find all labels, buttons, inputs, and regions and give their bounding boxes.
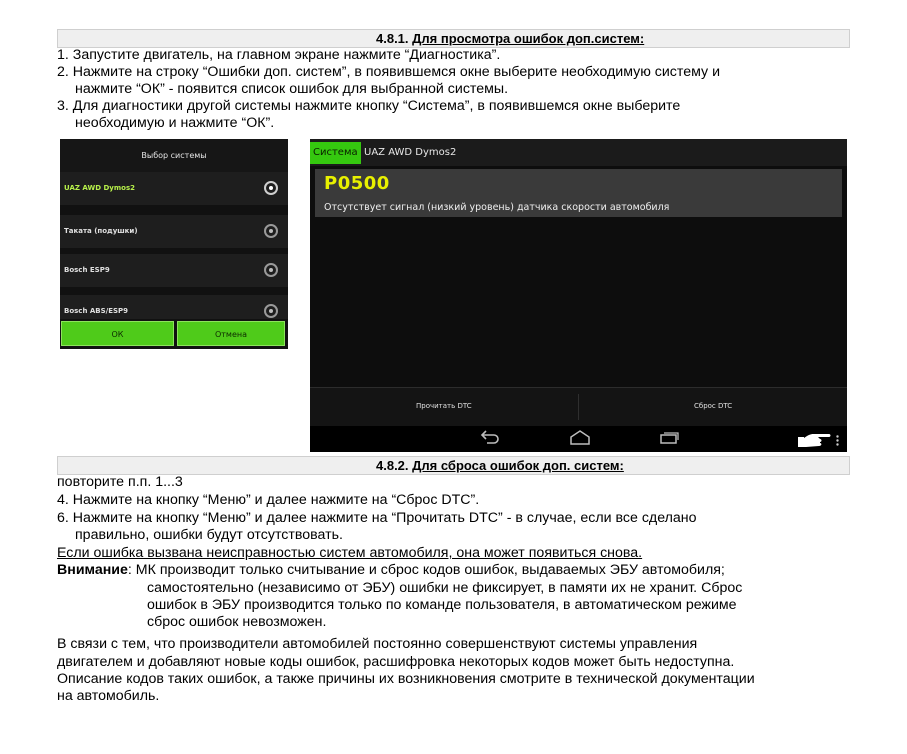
closing-line-3: Описание кодов таких ошибок, а также причины их возникновения смотрите в технической документации — [57, 671, 755, 687]
section-title: Для просмотра ошибок доп.систем: — [412, 31, 645, 46]
closing-line-2: двигателем и добавляют новые коды ошибок, расшифровка некоторых кодов может быть недоступна. — [57, 654, 735, 670]
system-option-uaz-awd-dymos2[interactable] — [60, 172, 288, 205]
current-system-name: UAZ AWD Dymos2 — [364, 147, 457, 158]
section-heading-4-8-1 — [57, 29, 850, 48]
screen-top-bar — [310, 139, 847, 166]
step-6-continued: правильно, ошибки будут отсутствовать. — [75, 527, 343, 543]
system-option-label: UAZ AWD Dymos2 — [64, 184, 135, 192]
step-3-continued: необходимую и нажмите “ОК”. — [75, 115, 275, 131]
action-bar — [310, 387, 847, 426]
action-divider — [578, 394, 579, 420]
dtc-list-item[interactable] — [315, 169, 842, 217]
attention-line-4: сброс ошибок невозможен. — [147, 614, 327, 630]
attention-line-3: ошибок в ЭБУ производится только по команде пользователя, в автоматическом режиме — [147, 597, 737, 613]
attention-label: Внимание — [57, 562, 128, 578]
section-number: 4.8.2. — [376, 458, 409, 473]
home-icon[interactable] — [569, 430, 591, 445]
reset-dtc-button[interactable]: Сброс DTC — [694, 402, 733, 410]
dtc-description: Отсутствует сигнал (низкий уровень) датчика скорости автомобиля — [324, 202, 670, 213]
section-title: Для сброса ошибок доп. систем: — [412, 458, 624, 473]
section-number: 4.8.1. — [376, 31, 409, 46]
dtc-screen — [310, 139, 847, 452]
step-4: 4. Нажмите на кнопку “Меню” и далее нажмите на “Сброс DTC”. — [57, 492, 480, 508]
system-option-label: Bosch ABS/ESP9 — [64, 307, 129, 315]
system-option-label: Bosch ESP9 — [64, 266, 110, 274]
note-underlined: Если ошибка вызвана неисправностью систем автомобиля, она может появиться снова. — [57, 545, 643, 561]
attention-line-1 — [57, 562, 725, 579]
pointing-hand-icon — [796, 431, 832, 449]
ok-button[interactable]: ОК — [61, 321, 174, 346]
read-dtc-button[interactable]: Прочитать DTC — [416, 402, 472, 410]
radio-icon[interactable] — [264, 263, 278, 277]
recent-apps-icon[interactable] — [659, 430, 681, 444]
closing-line-1: В связи с тем, что производители автомобилей постоянно совершенствуют системы управления — [57, 636, 698, 652]
system-option-label: Таката (подушки) — [64, 227, 138, 235]
closing-line-4: на автомобиль. — [57, 688, 160, 704]
radio-icon[interactable] — [264, 224, 278, 238]
step-2: 2. Нажмите на строку “Ошибки доп. систем”, в появившемся окне выберите необходимую систему и — [57, 64, 721, 80]
radio-selected-icon[interactable] — [264, 181, 278, 195]
system-option-bosch-esp9[interactable] — [60, 254, 288, 287]
step-1: 1. Запустите двигатель, на главном экране нажмите “Диагностика”. — [57, 47, 501, 63]
step-repeat: повторите п.п. 1...3 — [57, 474, 183, 490]
step-2-continued: нажмите “ОК” - появится список ошибок для выбранной системы. — [75, 81, 509, 97]
cancel-button[interactable]: Отмена — [177, 321, 285, 346]
attention-line-2: самостоятельно (независимо от ЭБУ) ошибки не фиксирует, в памяти их не хранит. Сброс — [147, 580, 743, 596]
system-tab-button[interactable]: Система — [310, 142, 361, 164]
more-icon[interactable] — [836, 435, 839, 446]
step-3: 3. Для диагностики другой системы нажмите кнопку “Система”, в появившемся окне выберите — [57, 98, 681, 114]
step-6: 6. Нажмите на кнопку “Меню” и далее нажмите на “Прочитать DTC” - в случае, если все сделано — [57, 510, 697, 526]
system-option-takata[interactable] — [60, 215, 288, 248]
system-option-bosch-abs-esp9[interactable] — [60, 295, 288, 319]
android-nav-bar — [310, 426, 847, 452]
dialog-title: Выбор системы — [60, 139, 288, 173]
back-icon[interactable] — [478, 430, 500, 444]
section-heading-4-8-2 — [57, 456, 850, 475]
system-select-dialog — [60, 139, 288, 349]
radio-icon[interactable] — [264, 304, 278, 318]
dtc-code: P0500 — [324, 173, 390, 194]
attention-text: : МК производит только считывание и сброс кодов ошибок, выдаваемых ЭБУ автомобиля; — [127, 562, 725, 578]
